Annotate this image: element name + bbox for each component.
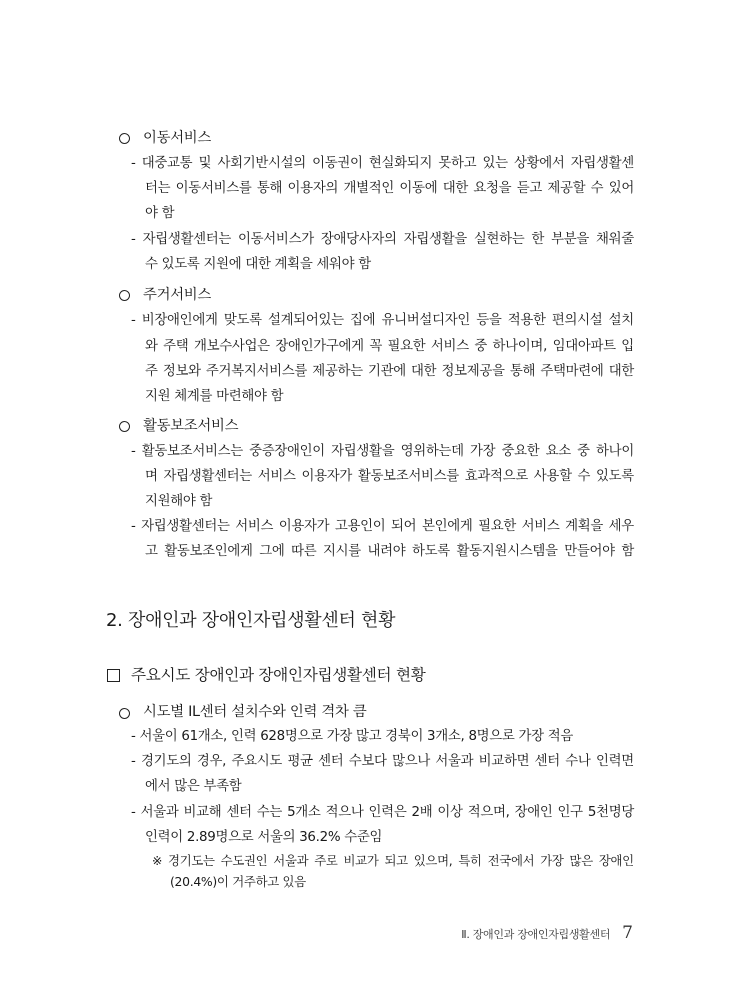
- gap-bullet-2-line-2: 에서 많은 부족함: [145, 779, 242, 794]
- section-title-assist: 활동보조서비스: [143, 418, 239, 434]
- section-title-housing: 주거서비스: [143, 287, 212, 303]
- housing-bullet-1-line-2: 와 주택 개보수사업은 장애인가구에게 꼭 필요한 서비스 중 하나이며, 임대아파트 입: [145, 339, 634, 354]
- assist-bullet-1-line-2: 며 자립생활센터는 서비스 이용자가 활동보조서비스를 효과적으로 사용할 수 있도록: [145, 469, 634, 484]
- mobility-bullet-1-line-3: 야 함: [145, 206, 175, 221]
- circle-bullet-icon: [119, 421, 130, 432]
- housing-bullet-1-line-1: - 비장애인에게 맞도록 설계되어있는 집에 유니버설디자인 등을 적용한 편의시설 설치: [131, 313, 634, 328]
- circle-bullet-icon: [119, 133, 130, 144]
- mobility-bullet-2-line-2: 수 있도록 지원에 대한 계획을 세워야 함: [145, 257, 371, 272]
- assist-bullet-1-line-1: - 활동보조서비스는 중증장애인이 자립생활을 영위하는데 가장 중요한 요소 중 하나이: [131, 444, 634, 459]
- assist-bullet-2-line-1: - 자립생활센터는 서비스 이용자가 고용인이 되어 본인에게 필요한 서비스 계획을 세우: [131, 519, 634, 534]
- footer-chapter: Ⅱ. 장애인과 장애인자립생활센터: [461, 928, 611, 941]
- page-footer: [461, 923, 633, 943]
- housing-bullet-1-line-4: 지원 체계를 마련해야 함: [145, 389, 284, 404]
- assist-bullet-2-line-2: 고 활동보조인에게 그에 따른 지시를 내려야 하도록 활동지원시스템을 만들어야 함: [145, 544, 634, 559]
- subsection-heading: 주요시도 장애인과 장애인자립생활센터 현황: [131, 666, 426, 684]
- page-number: 7: [622, 923, 633, 943]
- gap-bullet-2-line-1: - 경기도의 경우, 주요시도 평균 센터 수보다 많으나 서울과 비교하면 센터 수나 인력면: [131, 754, 634, 769]
- section-title-mobility: 이동서비스: [143, 130, 212, 146]
- circle-bullet-icon: [119, 708, 130, 719]
- gap-bullet-3-line-1: - 서울과 비교해 센터 수는 5개소 적으나 인력은 2배 이상 적으며, 장애인 인구 5천명당: [131, 805, 634, 820]
- mobility-bullet-1-line-1: - 대중교통 및 사회기반시설의 이동권이 현실화되지 못하고 있는 상황에서 자립생활센: [131, 156, 634, 171]
- mobility-bullet-1-line-2: 터는 이동서비스를 통해 이용자의 개별적인 이동에 대한 요청을 듣고 제공할 수 있어: [145, 181, 634, 196]
- housing-bullet-1-line-3: 주 정보와 주거복지서비스를 제공하는 기관에 대한 정보제공을 통해 주택마련에 대한: [145, 364, 634, 379]
- assist-bullet-1-line-3: 지원해야 함: [145, 494, 213, 509]
- gap-bullet-1: - 서울이 61개소, 인력 628명으로 가장 많고 경북이 3개소, 8명으로 가장 적음: [131, 729, 574, 744]
- square-bullet-icon: [107, 669, 120, 682]
- circle-bullet-icon: [119, 290, 130, 301]
- footnote-line-1: ※ 경기도는 수도권인 서울과 주로 비교가 되고 있으며, 특히 전국에서 가장 많은 장애인: [152, 853, 634, 868]
- section-title-il-gap: 시도별 IL센터 설치수와 인력 격차 큼: [143, 704, 367, 720]
- footnote-line-2: (20.4%)이 거주하고 있음: [170, 874, 306, 889]
- mobility-bullet-2-line-1: - 자립생활센터는 이동서비스가 장애당사자의 자립생활을 실현하는 한 부분을 채워줄: [131, 232, 634, 247]
- section-heading: 2. 장애인과 장애인자립생활센터 현황: [106, 610, 396, 631]
- gap-bullet-3-line-2: 인력이 2.89명으로 서울의 36.2% 수준임: [145, 830, 383, 845]
